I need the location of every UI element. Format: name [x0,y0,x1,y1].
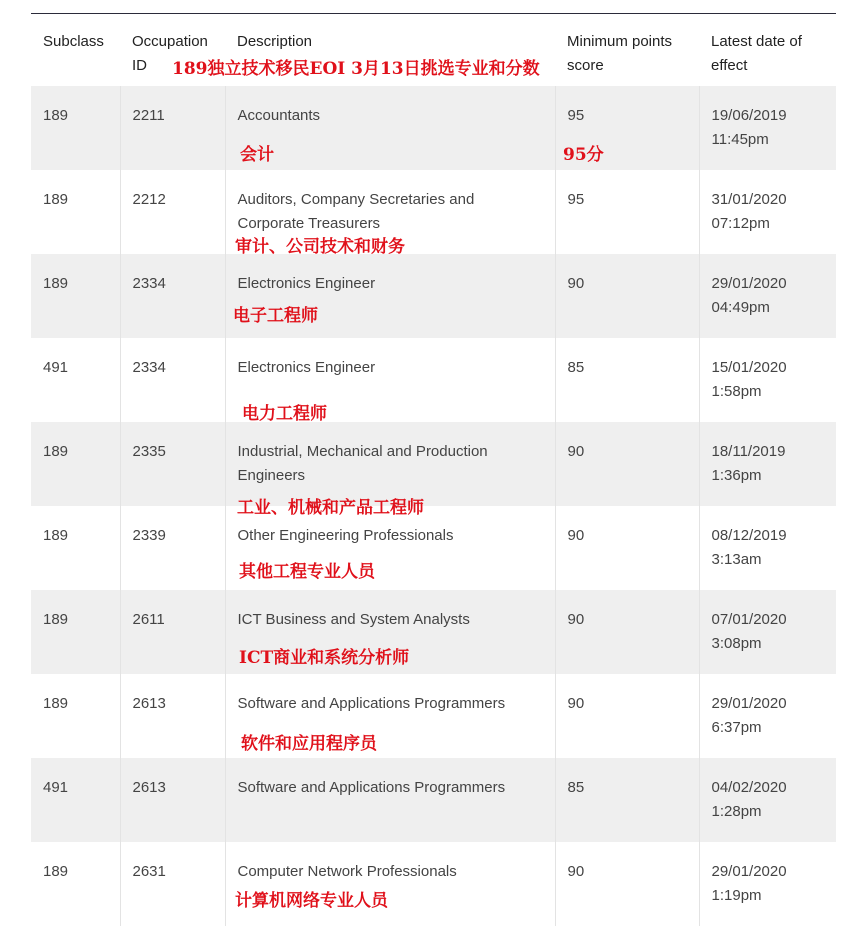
cell-subclass: 189 [31,590,120,674]
cell-description: Software and Applications Programmers [225,758,555,842]
table-row [31,422,836,506]
cell-points: 95 [555,170,699,254]
cell-points: 90 [555,422,699,506]
cell-description: ICT Business and System Analysts [225,590,555,674]
annotation-accountants: 会计 [240,145,274,165]
cell-points: 90 [555,506,699,590]
cell-date: 07/01/2020 3:08pm [699,590,836,674]
cell-occupation-id: 2613 [120,674,225,758]
header-latest-date: Latest date of effect [711,33,802,74]
cell-date: 31/01/2020 07:12pm [711,191,787,232]
cell-description: Software and Applications Programmers [225,674,555,758]
header-minimum-points: Minimum points score [567,33,673,74]
table-row [31,758,836,842]
cell-description: Industrial, Mechanical and Production Engineers [225,422,555,506]
cell-description: Computer Network Professionals [225,842,555,926]
cell-subclass: 189 [31,86,120,170]
table-row [31,86,836,170]
cell-subclass: 189 [31,842,120,926]
occupation-table [31,14,836,926]
cell-points: 90 [555,842,699,926]
annotation-industrial: 工业、机械和产品工程师 [237,498,424,518]
cell-occupation-id: 2613 [120,758,225,842]
header-subclass: Subclass [43,33,104,50]
cell-subclass: 189 [31,422,120,506]
table-row [31,842,836,926]
cell-date: 19/06/2019 11:45pm [699,86,836,170]
cell-points: 95 [555,86,699,170]
annotation-electronics: 电子工程师 [233,306,318,326]
cell-date: 29/01/2020 1:19pm [711,863,787,904]
cell-description: Electronics Engineer [225,254,555,338]
table-row [31,254,836,338]
table-row [31,170,836,254]
cell-points: 90 [555,590,699,674]
cell-points: 90 [555,254,699,338]
cell-occupation-id: 2611 [120,590,225,674]
header-occupation-id: Occupation ID [132,33,208,74]
table-row [31,338,836,422]
cell-occupation-id: 2211 [120,86,225,170]
annotation-software: 软件和应用程序员 [241,734,377,754]
cell-date: 15/01/2020 1:58pm [711,359,787,400]
cell-subclass: 189 [31,506,120,590]
cell-description: Auditors, Company Secretaries and Corporate Treasurers [225,170,555,254]
annotation-points-95: 95分 [563,145,604,165]
cell-points: 85 [555,758,699,842]
cell-points: 90 [555,674,699,758]
cell-subclass: 189 [31,170,120,254]
cell-date: 29/01/2020 6:37pm [711,695,787,736]
annotation-ict-analysts: ICT商业和系统分析师 [239,648,410,668]
cell-date: 29/01/2020 04:49pm [699,254,836,338]
header-description: Description [237,33,313,50]
cell-subclass: 491 [31,758,120,842]
cell-subclass: 189 [31,674,120,758]
cell-occupation-id: 2334 [120,254,225,338]
annotation-other-engineering: 其他工程专业人员 [239,562,375,582]
annotation-electrical: 电力工程师 [242,404,327,424]
cell-subclass: 189 [31,254,120,338]
cell-occupation-id: 2335 [120,422,225,506]
cell-date: 04/02/2020 1:28pm [699,758,836,842]
cell-subclass: 491 [31,338,120,422]
annotation-title: 189独立技术移民EOI 3月13日挑选专业和分数 [172,59,540,79]
annotation-network: 计算机网络专业人员 [235,891,388,911]
table-row [31,674,836,758]
table-row [31,590,836,674]
cell-description: Accountants [225,86,555,170]
cell-occupation-id: 2334 [120,338,225,422]
cell-description: Electronics Engineer [225,338,555,422]
cell-occupation-id: 2212 [120,170,225,254]
annotation-auditors: 审计、公司技术和财务 [235,237,405,257]
cell-occupation-id: 2339 [120,506,225,590]
cell-occupation-id: 2631 [120,842,225,926]
cell-points: 85 [555,338,699,422]
table-row [31,506,836,590]
cell-date: 08/12/2019 3:13am [711,527,787,568]
cell-description: Other Engineering Professionals [225,506,555,590]
cell-date: 18/11/2019 1:36pm [699,422,836,506]
